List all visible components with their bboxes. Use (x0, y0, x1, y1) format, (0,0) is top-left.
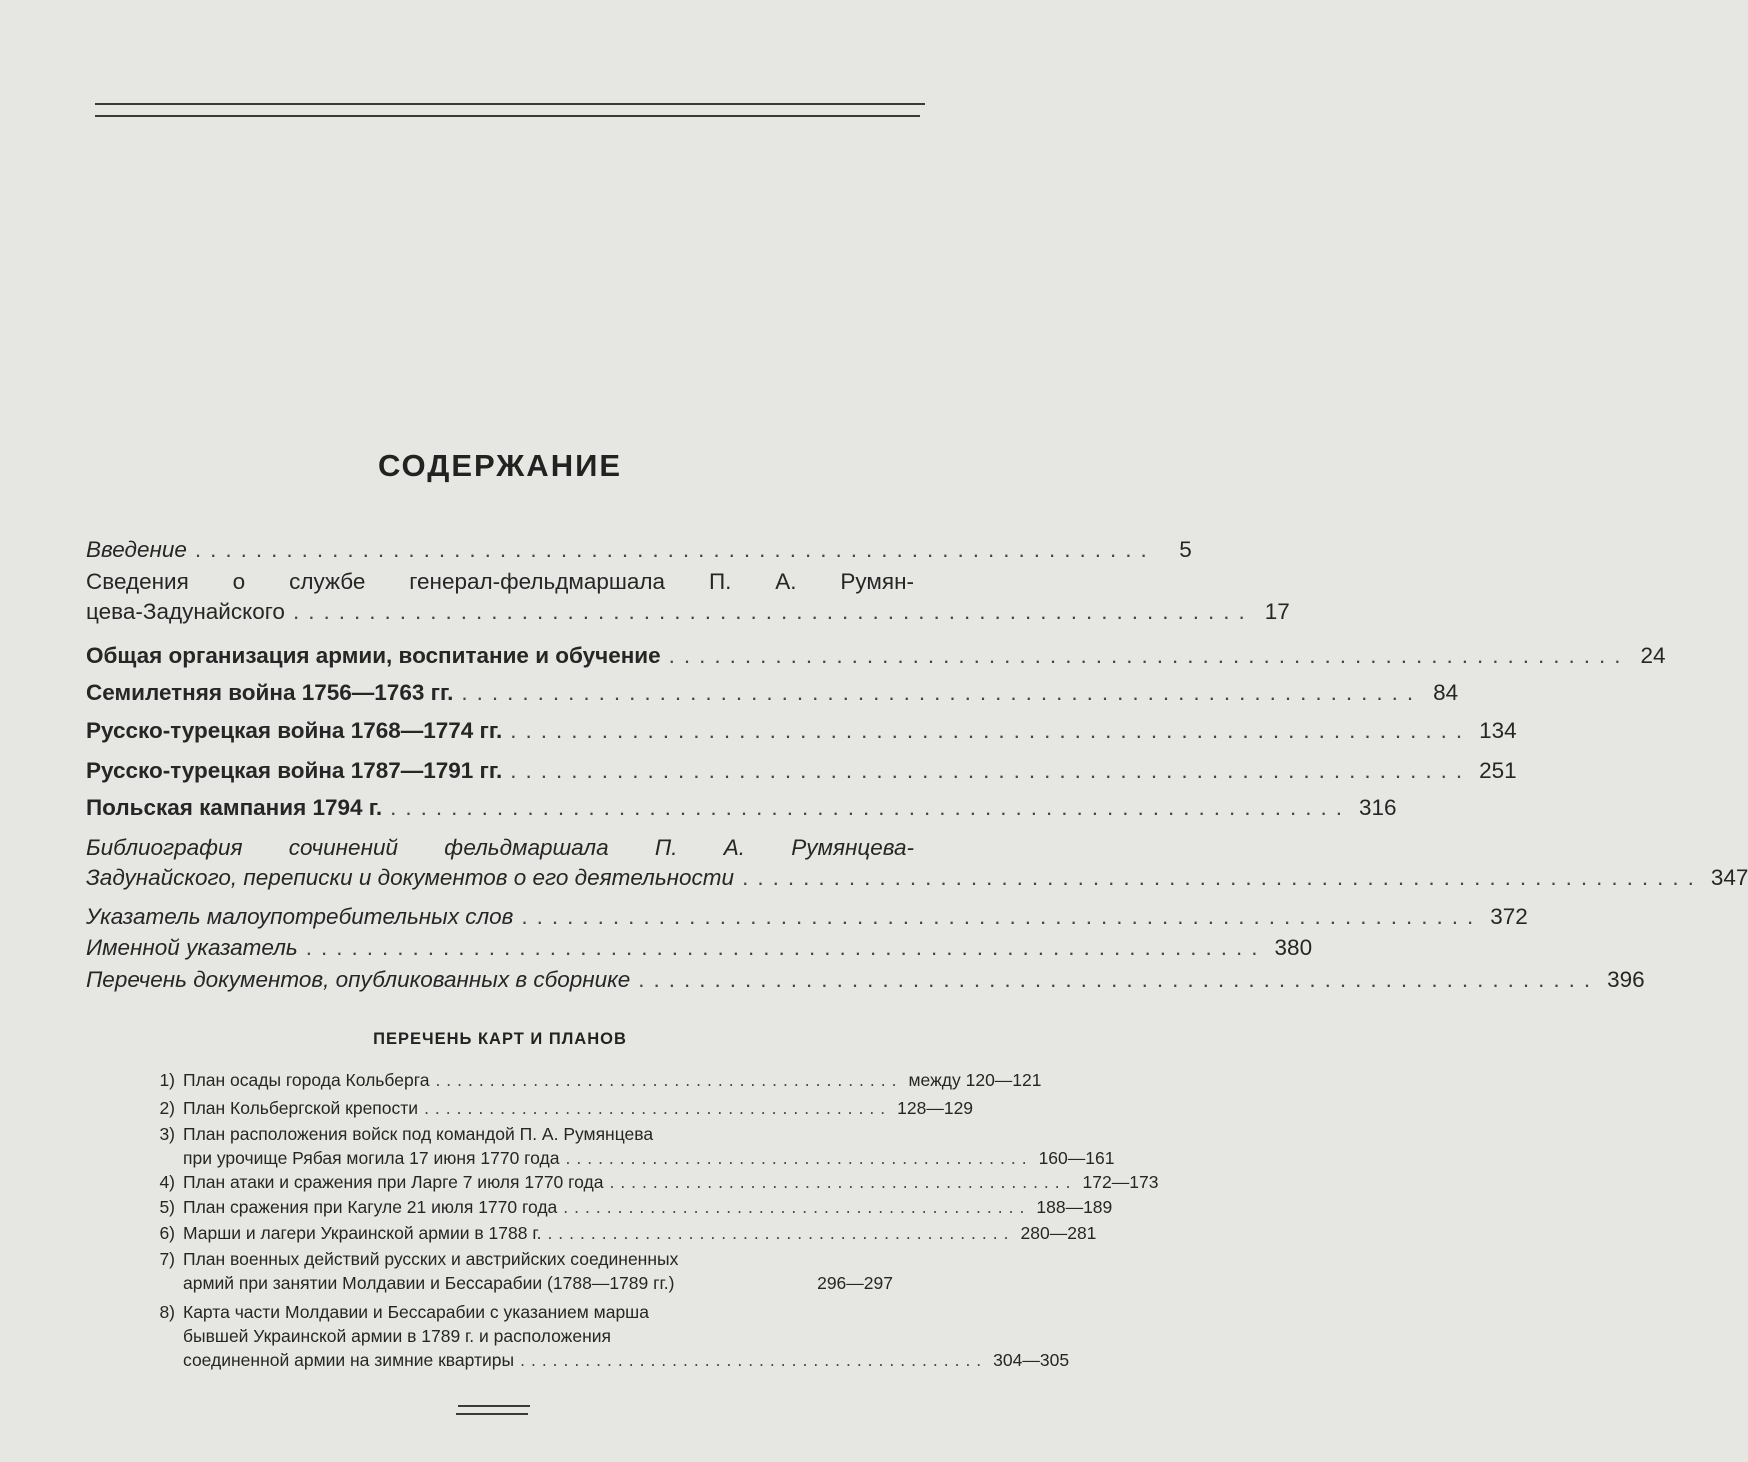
map-entry-title-line1: План расположения войск под командой П. А. Румянцева (183, 1124, 654, 1144)
map-entry-pages: 188—189 (1036, 1197, 1113, 1217)
map-entry-number: 2) (159, 1098, 175, 1118)
leader-dots: ........................................... (520, 1350, 988, 1370)
leader-dots: ............................................................... (390, 795, 1351, 820)
map-entry-6 (145, 1221, 1097, 1247)
toc-entry-title: Именной указатель (86, 935, 298, 960)
leader-dots: ........................................... (609, 1172, 1077, 1192)
bottom-rule-lower (456, 1413, 528, 1415)
toc-page-number: 380 (1274, 935, 1313, 960)
toc-entry-title-line1: Библиография сочинений фельдмаршала П. А. Румянцева- (86, 835, 914, 860)
leader-dots: ............................................................... (510, 718, 1472, 743)
map-entry-pages: 172—173 (1082, 1172, 1159, 1192)
leader-dots: ............................................................... (194, 537, 1156, 562)
map-entry-title-line1: План военных действий русских и австрийских соединенных (183, 1249, 679, 1269)
leader-dots: ............................................................... (668, 643, 1630, 668)
map-entry-5 (145, 1195, 1113, 1221)
map-entry-2 (145, 1096, 974, 1122)
top-rule-lower (95, 115, 920, 117)
leader-dots: ............................................................... (461, 680, 1423, 705)
map-entry-pages: 280—281 (1020, 1223, 1097, 1243)
toc-entry-title: Задунайского, переписки и документов о его деятельности (86, 865, 735, 890)
toc-entry-title-line1: Сведения о службе генерал-фельдмаршала П. А. Румян- (86, 569, 914, 594)
toc-entry-name-index (86, 933, 1313, 963)
map-entry-number: 8) (159, 1302, 175, 1322)
page-title: СОДЕРЖАНИЕ (377, 448, 623, 483)
leader-dots: ............................................................... (305, 935, 1267, 960)
maps-section-title: ПЕРЕЧЕНЬ КАРТ И ПЛАНОВ (373, 1030, 627, 1048)
toc-entry-title: Введение (86, 537, 187, 562)
toc-entry-russo-turkish-war-1768 (86, 716, 1517, 746)
map-entry-number: 1) (159, 1070, 175, 1090)
toc-entry-seven-years-war (86, 678, 1459, 708)
leader-dots: ........................................... (424, 1098, 892, 1118)
toc-entry-title: Русско-турецкая война 1787—1791 гг. (86, 758, 503, 783)
toc-entry-polish-campaign (86, 793, 1397, 823)
top-rule-upper (95, 103, 925, 105)
leader-dots: ............................................................... (292, 599, 1254, 624)
toc-entry-title: Семилетняя война 1756—1763 гг. (86, 680, 454, 705)
leader-dots: ............................................................... (521, 904, 1483, 929)
map-entry-pages: между 120—121 (908, 1070, 1042, 1090)
toc-page-number: 316 (1358, 795, 1397, 820)
map-entry-title-line2: бывшей Украинской армии в 1789 г. и расположения (183, 1326, 611, 1346)
map-entry-title: План Кольбергской крепости (183, 1098, 419, 1118)
toc-entry-documents-list (86, 965, 1645, 995)
bottom-rule-upper (458, 1405, 530, 1407)
map-entry-title: Марши и лагери Украинской армии в 1788 г. (183, 1223, 542, 1243)
leader-dots: ........................................... (547, 1223, 1015, 1243)
toc-entry-rare-words-index (86, 902, 1528, 932)
map-entry-number: 6) (159, 1223, 175, 1243)
map-entry-7 (145, 1247, 893, 1297)
leader-dots: ............................................................... (742, 865, 1703, 890)
toc-entry-service-record (86, 567, 1290, 627)
toc-page-number: 251 (1479, 758, 1517, 783)
map-entry-4 (145, 1170, 1159, 1196)
map-entry-title: при урочище Рябая могила 17 июня 1770 года (183, 1148, 560, 1168)
leader-dots: ........................................... (563, 1197, 1031, 1217)
map-entry-number: 4) (159, 1172, 175, 1192)
leader-dots: ........................................... (565, 1148, 1033, 1168)
toc-entry-title: Польская кампания 1794 г. (86, 795, 383, 820)
toc-entry-russo-turkish-war-1787 (86, 756, 1517, 786)
toc-entry-army-organization (86, 641, 1666, 671)
toc-page-number: 5 (1179, 537, 1192, 562)
map-entry-pages: 128—129 (897, 1098, 974, 1118)
map-entry-pages: 304—305 (993, 1350, 1070, 1370)
toc-page-number: 17 (1264, 599, 1290, 624)
toc-entry-bibliography (86, 833, 1748, 893)
toc-page-number: 372 (1490, 904, 1528, 929)
leader-dots: ........................................... (435, 1070, 903, 1090)
leader-dots: ............................................................... (510, 758, 1472, 783)
toc-entry-title: цева-Задунайского (86, 599, 285, 624)
map-entry-title: План осады города Кольберга (183, 1070, 430, 1090)
map-entry-8 (145, 1300, 1070, 1376)
map-entry-pages: 160—161 (1038, 1148, 1115, 1168)
toc-entry-title: Перечень документов, опубликованных в сборнике (86, 967, 631, 992)
map-entry-3 (145, 1122, 1115, 1172)
map-entry-title: соединенной армии на зимние квартиры (183, 1350, 515, 1370)
toc-entry-introduction (86, 535, 1192, 565)
map-entry-title-line1: Карта части Молдавии и Бессарабии с указанием марша (183, 1302, 649, 1322)
toc-entry-title: Указатель малоупотребительных слов (86, 904, 514, 929)
map-entry-pages: 296—297 (817, 1273, 893, 1293)
map-entry-1 (145, 1068, 1042, 1094)
map-entry-number: 3) (159, 1124, 175, 1144)
toc-page-number: 24 (1640, 643, 1666, 668)
toc-page-number: 84 (1433, 680, 1459, 705)
map-entry-title: армий при занятии Молдавии и Бессарабии (1788—1789 гг.) (183, 1273, 675, 1293)
toc-page-number: 134 (1479, 718, 1517, 743)
toc-entry-title: Русско-турецкая война 1768—1774 гг. (86, 718, 503, 743)
map-entry-title: План сражения при Кагуле 21 июля 1770 года (183, 1197, 558, 1217)
leader-dots: ............................................................... (638, 967, 1600, 992)
toc-page-number: 347 (1710, 865, 1748, 890)
toc-entry-title: Общая организация армии, воспитание и обучение (86, 643, 661, 668)
map-entry-title: План атаки и сражения при Ларге 7 июля 1770 года (183, 1172, 604, 1192)
map-entry-number: 7) (159, 1249, 175, 1269)
toc-page-number: 396 (1607, 967, 1645, 992)
map-entry-number: 5) (159, 1197, 175, 1217)
